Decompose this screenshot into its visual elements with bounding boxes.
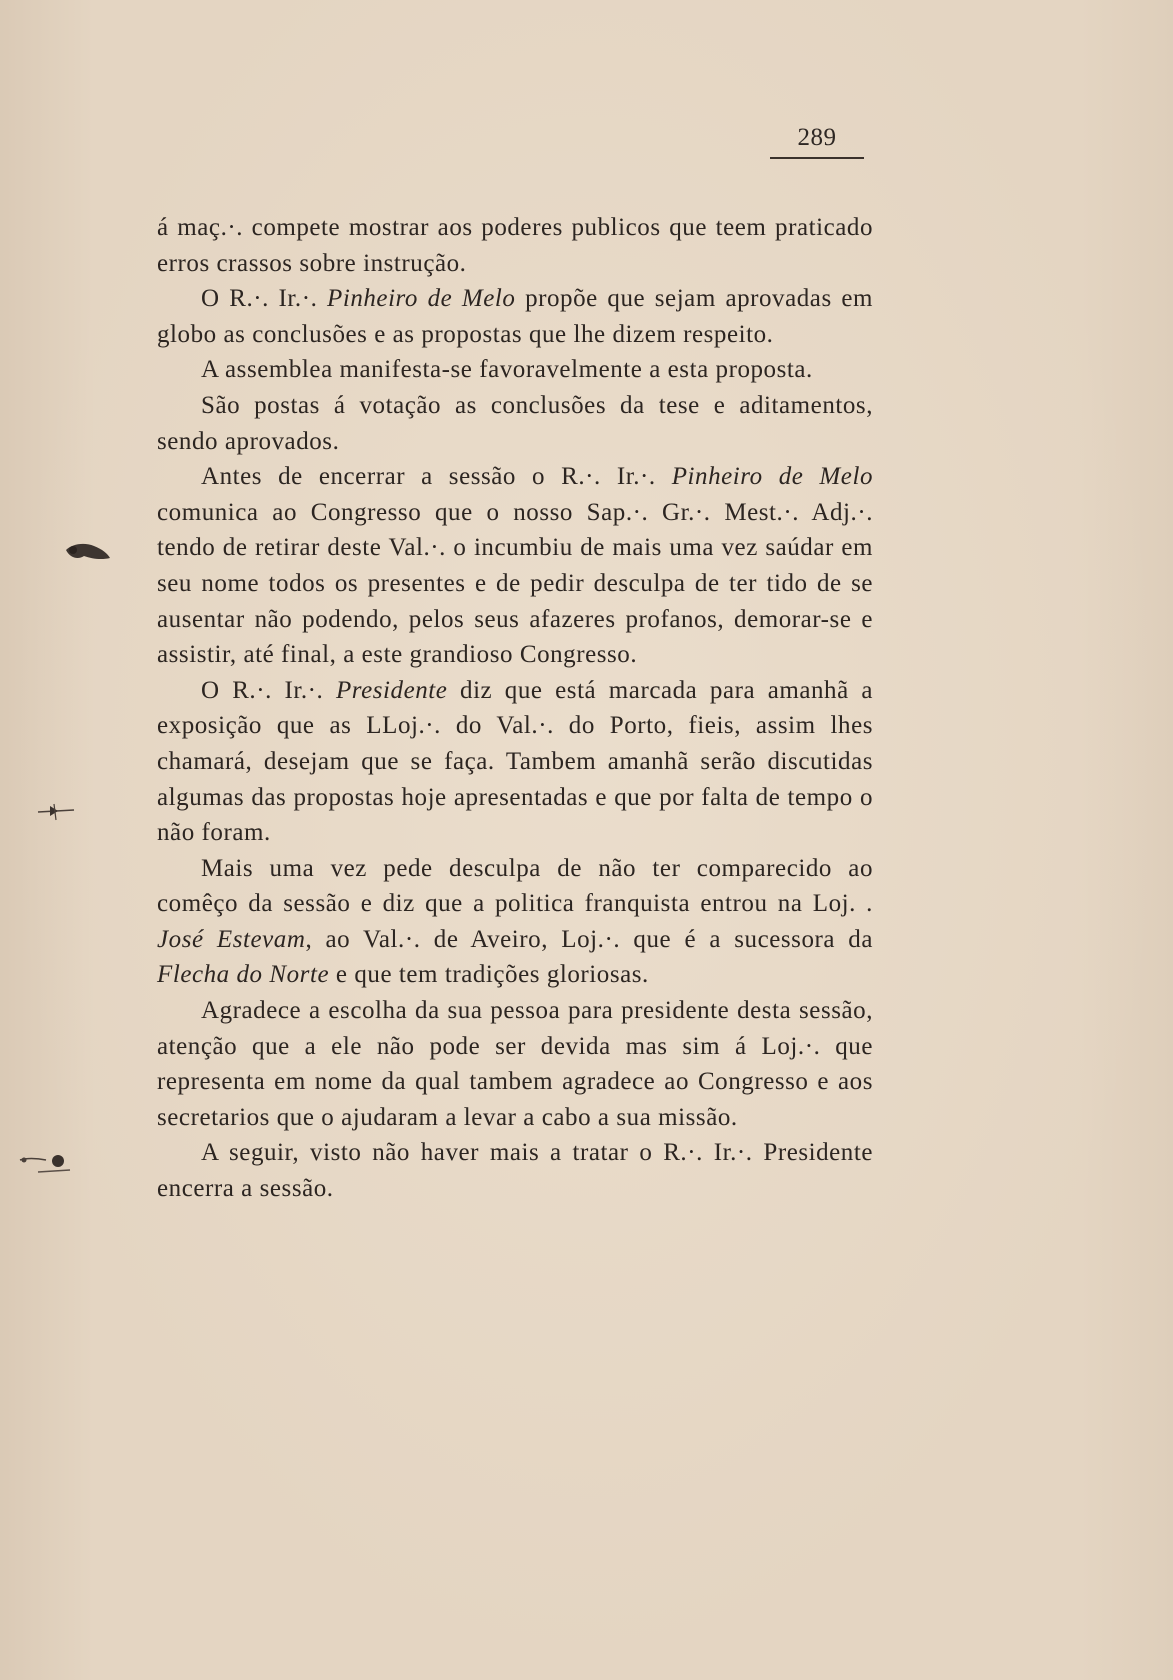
ink-blot-mark: [62, 538, 114, 564]
text-segment: São postas á votação as conclusões da tese e aditamentos, sendo aprovados.: [157, 391, 873, 455]
text-segment: Mais uma vez pede desculpa de não ter comparecido ao comêço da sessão e diz que a politica franquista entrou na Loj. .: [157, 854, 873, 918]
text-segment: O R.·. Ir.·.: [201, 285, 327, 313]
pin-mark: [36, 798, 76, 826]
page-number: 289: [797, 124, 837, 151]
text-segment: comunica ao Congresso que o nosso Sap.·. Gr.·. Mest.·. Adj.·. tendo de retirar deste Val.·. o incumbiu de mais uma vez saúdar em seu nome todos os presentes e de pedir desculpa de ter tido de se ausentar não podendo, pelos seus afazeres profanos, demorar-se e assistir, até final, a este grandioso Congresso.: [157, 498, 873, 669]
text-segment: propõe que sejam aprovadas em globo as conclusões e as propostas que lhe dizem respeito.: [157, 285, 873, 348]
pin-mark: [12, 1148, 72, 1188]
paragraph: [157, 993, 873, 1135]
paragraph: [157, 388, 873, 459]
text-segment: á maç.·. compete mostrar aos poderes publicos que teem praticado erros crassos sobre instrução.: [157, 214, 873, 277]
text-segment: A seguir, visto não haver mais a tratar o R.·. Ir.·. Presidente encerra a sessão.: [157, 1139, 873, 1203]
text-segment: Antes de encerrar a sessão o R.·. Ir.·.: [201, 463, 672, 491]
text-segment: A assemblea manifesta-se favoravelmente a esta proposta.: [201, 356, 813, 384]
paragraph: [157, 281, 873, 352]
italic-name: Presidente: [335, 676, 448, 704]
paragraph: [157, 673, 873, 851]
text-segment: O R.·. Ir.·.: [201, 676, 336, 704]
italic-name: José Estevam: [157, 925, 306, 953]
paragraph: [157, 459, 873, 673]
paragraph: [157, 851, 873, 993]
paragraph: [157, 352, 873, 388]
body-text: [157, 210, 873, 1207]
text-segment: , ao Val.·. de Aveiro, Loj.·. que é a sucessora da: [305, 925, 874, 953]
paragraph: [157, 1135, 873, 1206]
italic-name: Pinheiro de Melo: [671, 463, 873, 491]
italic-name: Pinheiro de Melo: [327, 285, 516, 313]
italic-name: Flecha do Norte: [157, 961, 330, 989]
text-segment: diz que está marcada para amanhã a exposição que as LLoj.·. do Val.·. do Porto, fieis, assim lhes chamará, desejam que se faça. Tambem amanhã serão discutidas algumas das propostas hoje apresentadas e que por falta de tempo o não foram.: [157, 676, 873, 847]
page-number-rule: [770, 157, 864, 159]
paragraph: [157, 210, 873, 281]
text-segment: e que tem tradições gloriosas.: [329, 961, 649, 989]
text-segment: Agradece a escolha da sua pessoa para presidente desta sessão, atenção que a ele não pode ser devida mas sim á Loj.·. que representa em nome da qual tambem agradece ao Congresso e aos secretarios que o ajudaram a levar a cabo a sua missão.: [157, 997, 873, 1131]
